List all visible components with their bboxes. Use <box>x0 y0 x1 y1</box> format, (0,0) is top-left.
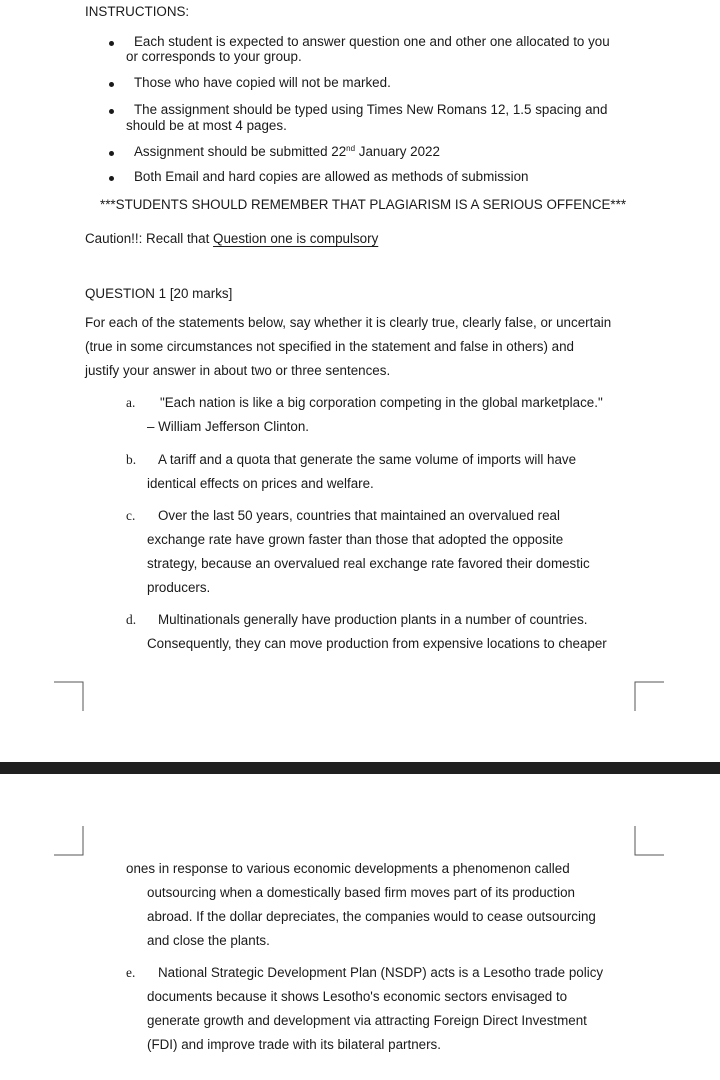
instruction-3-line-1: The assignment should be typed using Times New Romans 12, 1.5 spacing and <box>134 102 608 117</box>
item-letter: e. <box>126 965 136 980</box>
question-intro-line-2: (true in some circumstances not specified in the statement and false in others) and <box>85 339 575 354</box>
item-d-cont-line-2: outsourcing when a domestically based firm moves part of its production <box>147 885 575 900</box>
instruction-3-line-2: should be at most 4 pages. <box>126 118 287 133</box>
item-letter: d. <box>126 612 137 627</box>
crop-mark-icon <box>633 826 665 858</box>
question-title: QUESTION 1 [20 marks] <box>85 286 233 301</box>
item-a-line-1: "Each nation is like a big corporation competing in the global marketplace." <box>160 395 603 410</box>
item-d-cont-line-4: and close the plants. <box>147 933 270 948</box>
caution-label: Caution!!: Recall that <box>85 231 214 246</box>
item-letter: b. <box>126 452 137 467</box>
instruction-1-line-1: Each student is expected to answer question one and other one allocated to you <box>134 34 610 49</box>
item-c-line-1: Over the last 50 years, countries that maintained an overvalued real <box>158 508 560 523</box>
item-e-line-4: (FDI) and improve trade with its bilateral partners. <box>147 1037 441 1052</box>
item-letter: a. <box>126 395 136 410</box>
crop-mark-icon <box>633 680 665 712</box>
instruction-5: Both Email and hard copies are allowed as methods of submission <box>134 169 529 184</box>
item-e-line-3: generate growth and development via attracting Foreign Direct Investment <box>147 1013 587 1028</box>
caution-highlight: Question one is compulsory <box>213 231 379 246</box>
item-c-line-4: producers. <box>147 580 211 595</box>
item-e-line-1: National Strategic Development Plan (NSDP) acts is a Lesotho trade policy <box>158 965 604 980</box>
plagiarism-notice: ***STUDENTS SHOULD REMEMBER THAT PLAGIARISM IS A SERIOUS OFFENCE*** <box>100 197 627 212</box>
bullet-icon <box>109 41 114 46</box>
item-e-line-2: documents because it shows Lesotho's economic sectors envisaged to <box>147 989 568 1004</box>
bullet-icon <box>109 82 114 87</box>
bullet-icon <box>109 109 114 114</box>
question-intro-line-1: For each of the statements below, say whether it is clearly true, clearly false, or uncertain <box>85 315 612 330</box>
item-b-line-1: A tariff and a quota that generate the same volume of imports will have <box>158 452 577 467</box>
item-d-cont-line-1: ones in response to various economic developments a phenomenon called <box>126 861 570 876</box>
item-letter: c. <box>126 508 136 523</box>
crop-mark-icon <box>54 826 86 858</box>
item-d-line-1: Multinationals generally have production plants in a number of countries. <box>158 612 588 627</box>
question-intro-line-3: justify your answer in about two or three sentences. <box>85 363 391 378</box>
bullet-icon <box>109 176 114 181</box>
instruction-4: Assignment should be submitted 22nd January 2022 <box>134 144 440 159</box>
item-c-line-2: exchange rate have grown faster than those that adopted the opposite <box>147 532 564 547</box>
caution-line <box>85 231 378 247</box>
instruction-2: Those who have copied will not be marked. <box>134 75 391 90</box>
item-c-line-3: strategy, because an overvalued real exchange rate favored their domestic <box>147 556 590 571</box>
instruction-1-line-2: or corresponds to your group. <box>126 49 302 64</box>
item-d-cont-line-3: abroad. If the dollar depreciates, the companies would to cease outsourcing <box>147 909 596 924</box>
item-b-line-2: identical effects on prices and welfare. <box>147 476 374 491</box>
crop-mark-icon <box>54 680 86 712</box>
item-a-line-2: – William Jefferson Clinton. <box>147 419 309 434</box>
page-separator <box>0 762 720 774</box>
bullet-icon <box>109 151 114 156</box>
instructions-heading: INSTRUCTIONS: <box>85 4 190 19</box>
item-d-line-2: Consequently, they can move production from expensive locations to cheaper <box>147 636 607 651</box>
